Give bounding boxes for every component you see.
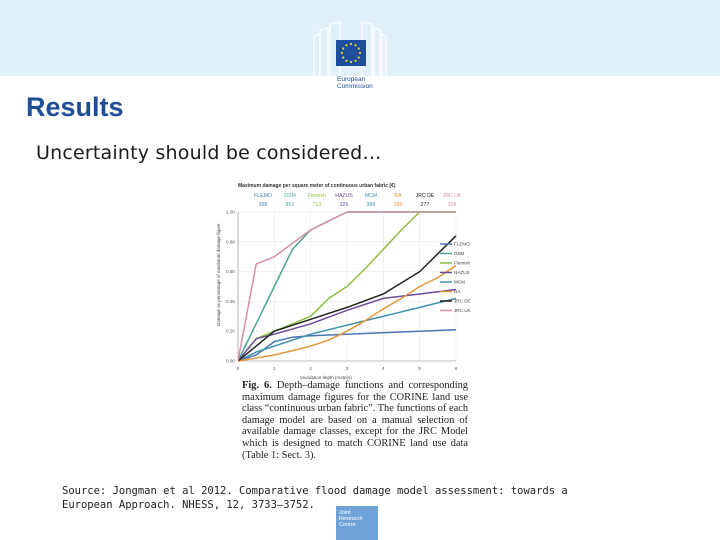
legend-label: FLEMO: [454, 241, 470, 247]
x-tick-label: 0: [236, 366, 240, 371]
x-axis-label: Inundation depth (meters): [300, 375, 352, 380]
logo-text-line: Commission: [337, 83, 373, 90]
legend-label: DSM: [454, 251, 465, 257]
eu-star: [345, 60, 347, 62]
max-damage-value: 852: [285, 202, 295, 208]
max-damage-value: 328: [447, 202, 457, 208]
y-tick-label: 0.20: [226, 328, 235, 334]
max-damage-value: 268: [258, 202, 268, 208]
caption-text: Depth–damage functions and corresponding maximum damage figures for the CORINE land use class “continuous urban fabric”. The functions of each damage model are based on a manual selection of available damage classes, except for the JRC Model which is designed to match CORINE land use data (Table 1: Sect. 3).: [242, 380, 469, 461]
max-damage-model: RA: [394, 193, 402, 199]
x-tick-label: 4: [382, 366, 385, 371]
x-tick-label: 2: [309, 366, 312, 371]
eu-star: [358, 47, 360, 49]
x-tick-label: 3: [345, 366, 349, 371]
eu-star: [359, 52, 361, 54]
eu-star: [358, 56, 360, 58]
source-citation: Source: Jongman et al 2012. Comparative flood damage model assessment: towards a European Approach. NHESS, 12, 3733–3752.: [62, 485, 568, 511]
logo-text-line: European: [337, 76, 366, 83]
jrc-logo-line: Research: [339, 516, 363, 522]
max-damage-value: 713: [312, 202, 322, 208]
x-tick-label: 5: [418, 366, 421, 371]
eu-star: [350, 61, 352, 63]
y-tick-label: 1.00: [226, 209, 235, 215]
legend-label: JRC DE: [454, 298, 471, 304]
jrc-logo: [336, 506, 378, 540]
eu-star: [350, 43, 352, 45]
max-damage-model: JRC DE: [415, 193, 435, 199]
eu-star: [341, 52, 343, 54]
eu-star: [342, 47, 344, 49]
max-damage-model: MCM: [364, 193, 378, 199]
figure-caption: [242, 380, 468, 461]
y-tick-label: 0.40: [226, 298, 235, 304]
caption-label: Fig. 6.: [242, 380, 272, 391]
max-damage-model: DSM: [284, 193, 296, 199]
legend-label: HAZUS: [454, 270, 470, 276]
max-damage-value: 277: [420, 202, 430, 208]
eu-star: [342, 56, 344, 58]
max-damage-model: FLEMO: [254, 193, 272, 199]
max-damage-value: 386: [366, 202, 376, 208]
max-damage-model: Flemish: [307, 193, 327, 199]
legend-label: MCM: [454, 279, 465, 285]
y-axis-label: Damage as percentage of maximum damage figure: [216, 223, 221, 326]
eu-star: [345, 44, 347, 46]
max-damage-model: HAZUS: [335, 193, 353, 199]
max-damage-model: JRC UK: [442, 193, 462, 199]
logo-text: [337, 76, 397, 90]
y-tick-label: 0.00: [226, 358, 235, 364]
y-tick-label: 0.60: [226, 269, 235, 275]
max-damage-value: 326: [339, 202, 349, 208]
legend-label: JRC UK: [454, 308, 471, 314]
max-damage-value: 255: [393, 202, 403, 208]
jrc-logo-line: Joint: [339, 510, 351, 516]
slide-title: Results: [26, 92, 124, 122]
legend-label: RA: [454, 289, 461, 295]
x-tick-label: 6: [454, 366, 458, 371]
y-tick-label: 0.80: [226, 239, 235, 245]
eu-star: [354, 44, 356, 46]
legend-label: Flemish: [454, 260, 471, 266]
eu-star: [354, 60, 356, 62]
jrc-logo-line: Centre: [339, 522, 356, 528]
x-tick-label: 1: [273, 366, 276, 371]
slide-subtitle: Uncertainty should be considered…: [36, 142, 382, 164]
chart-title: Maximum damage per square meter of continuous urban fabric (€): [238, 183, 396, 189]
